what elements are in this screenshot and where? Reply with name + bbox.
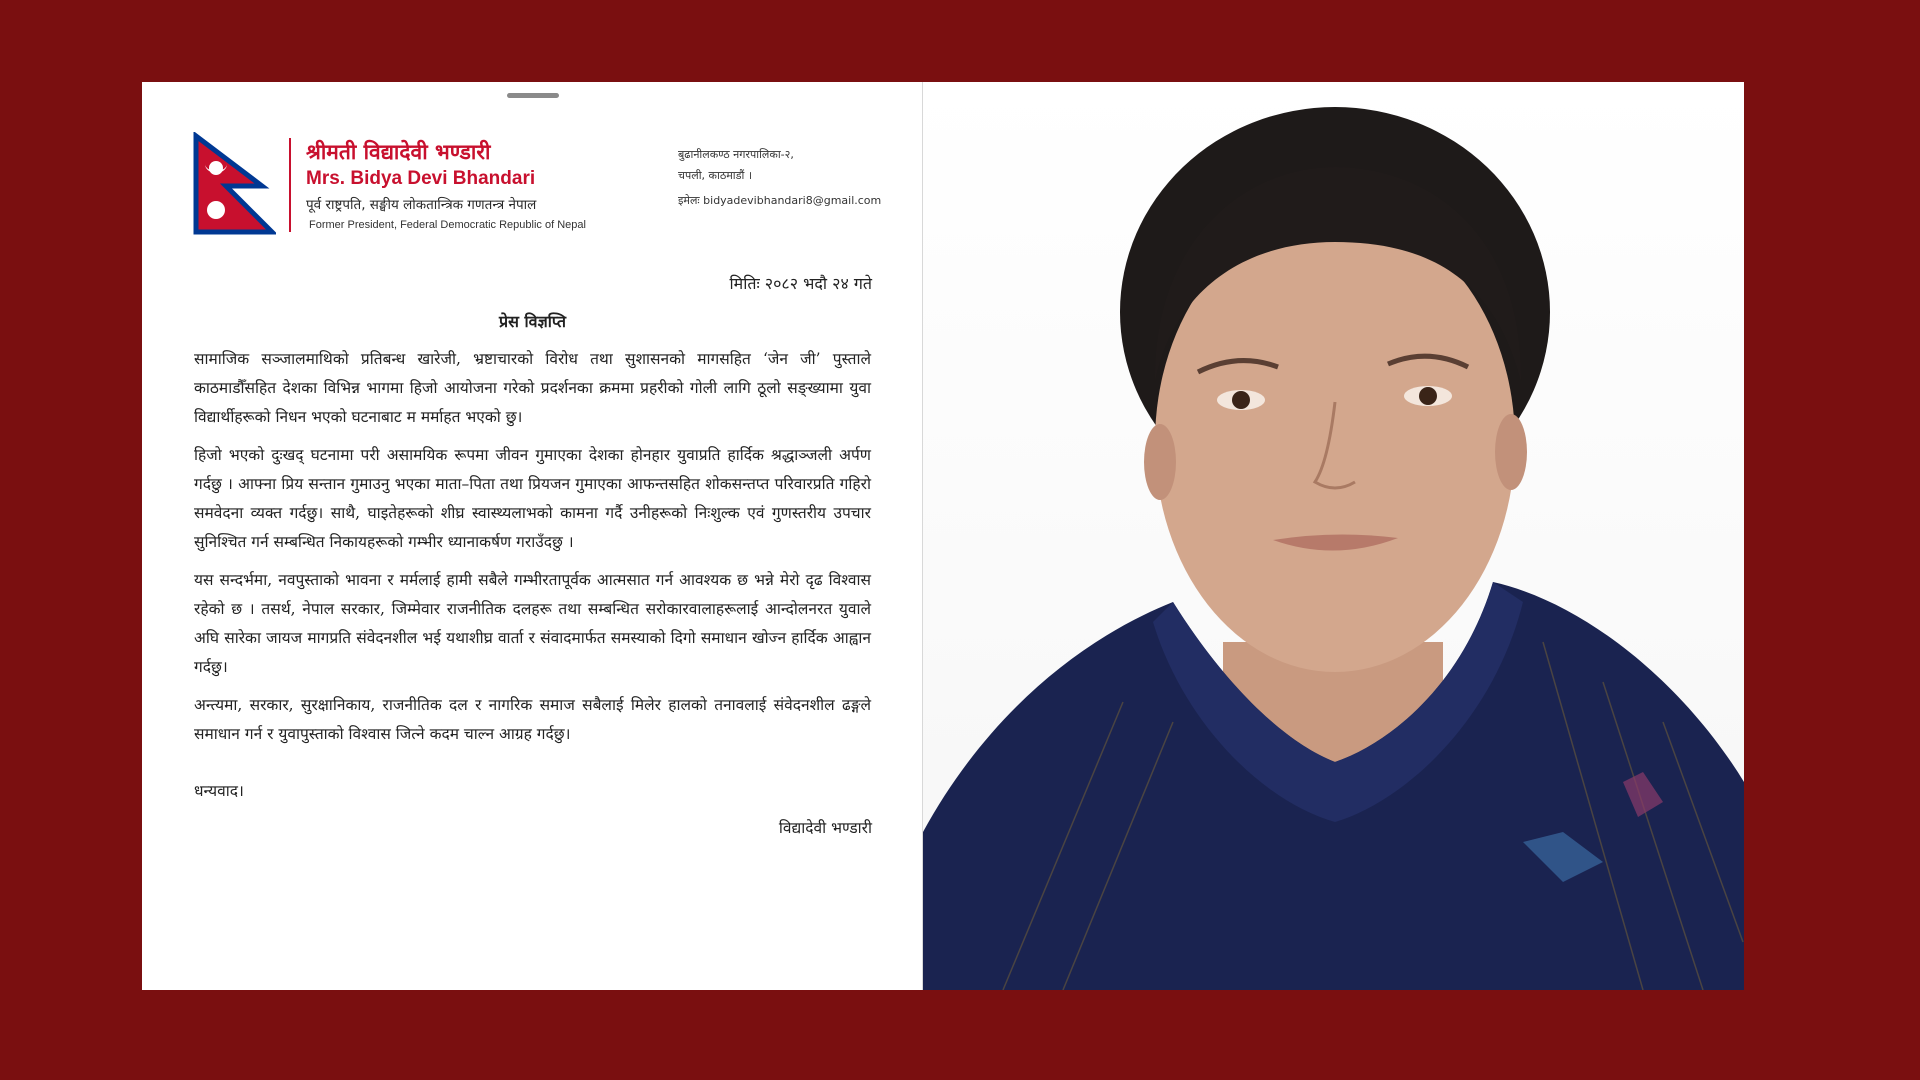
sender-address [678,144,881,211]
signature-name: विद्यादेवी भण्डारी [778,819,872,837]
letter-body [194,345,871,758]
nepal-flag-icon [192,132,276,236]
portrait-illustration [923,82,1744,990]
content-frame [142,82,1744,990]
paragraph-3: यस सन्दर्भमा, नवपुस्ताको भावना र मर्मलाई हामी सबैले गम्भीरतापूर्वक आत्मसात गर्न आवश्यक छ भन्ने मेरो दृढ विश्वास रहेको छ । तसर्थ, नेपाल सरकार, जिम्मेवार राजनीतिक दलहरू तथा सम्बन्धित सरोकारवालाहरूलाई आन्दोलनरत युवाले अघि सारेका जायज मागप्रति संवेदनशील भई यथाशीघ्र वार्ता र संवादमार्फत समस्याको दिगो समाधान खोज्न हार्दिक आह्वान गर्दछु। [194,571,871,676]
letter-heading: प्रेस विज्ञप्ति [499,312,566,331]
sender-name-nepali: श्रीमती विद्यादेवी भण्डारी [306,139,491,164]
paragraph-1: सामाजिक सञ्जालमाथिको प्रतिबन्ध खारेजी, भ्रष्टाचारको विरोध तथा सुशासनको मागसहित ‘जेन जी’ पुस्ताले काठमाडौँसहित देशका विभिन्न भागमा हिजो आयोजना गरेको प्रदर्शनका क्रममा प्रहरीको गोली लागि ठूलो सङ्ख्यामा युवा विद्यार्थीहरूको निधन भएको घटनाबाट म मर्माहत भएको छु। [194,350,871,426]
email-address: इमेलः bidyadevibhandari8@gmail.com [678,194,882,207]
paragraph-2: हिजो भएको दुःखद् घटनामा परी असामयिक रूपमा जीवन गुमाएका देशका होनहार युवाप्रति हार्दिक श्रद्धाञ्जली अर्पण गर्दछु । आफ्ना प्रिय सन्तान गुमाउनु भएका माता–पिता तथा प्रियजन गुमाएका आफन्तसहित शोकसन्तप्त परिवारप्रति गहिरो समवेदना व्यक्त गर्दछु। साथै, घाइतेहरूको शीघ्र स्वास्थ्यलाभको कामना गर्दै उनीहरूको निःशुल्क एवं गुणस्तरीय उपचार सुनिश्चित गर्न सम्बन्धित निकायहरूको गम्भीर ध्यानाकर्षण गराउँदछु । [194,446,871,551]
paragraph-4: अन्त्यमा, सरकार, सुरक्षानिकाय, राजनीतिक दल र नागरिक समाज सबैलाई मिलेर हालको तनावलाई संवेदनशील ढङ्गले समाधान गर्न र युवापुस्ताको विश्वास जित्ने कदम चाल्न आग्रह गर्दछु। [194,696,871,743]
sender-title-english: Former President, Federal Democratic Republic of Nepal [309,219,586,231]
address-line-1: बुढानीलकण्ठ नगरपालिका-२, [678,148,794,161]
press-release-letter [142,82,923,990]
portrait-photo [923,82,1744,990]
sender-title-nepali: पूर्व राष्ट्रपति, सङ्घीय लोकतान्त्रिक गणतन्त्र नेपाल [306,197,537,213]
closing-text: धन्यवाद। [194,782,244,800]
address-line-2: चपली, काठमाडौं । [678,169,753,182]
drag-handle[interactable] [507,93,559,98]
header-divider [289,138,291,232]
letter-date: मितिः २०८२ भदौ २४ गते [729,274,872,293]
sender-name-english: Mrs. Bidya Devi Bhandari [306,168,536,189]
